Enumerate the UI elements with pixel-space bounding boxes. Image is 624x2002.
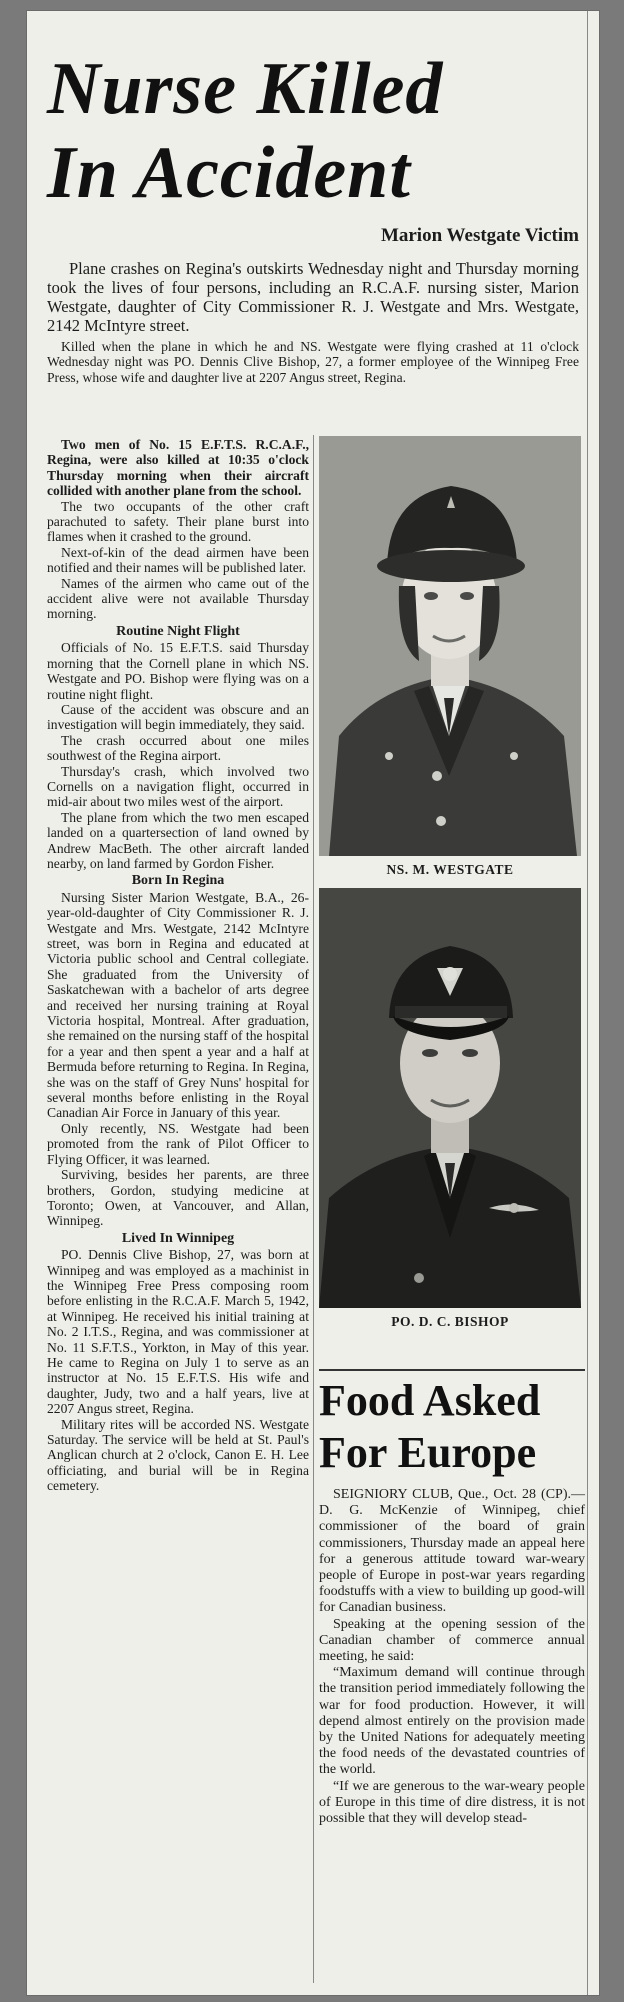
clipped-adjacent-column <box>587 11 600 1995</box>
deck-head: Marion Westgate Victim <box>380 225 579 246</box>
photo-column <box>319 436 581 1340</box>
headline-line-2: In Accident <box>47 132 411 214</box>
lede-paragraph: Plane crashes on Regina's outskirts Wednesday night and Thursday morning took the lives of four persons, including an R.C.A.F. nursing sister, Marion Westgate, daughter of City Commissioner R. J. Westgate and Mrs. Westgate, 2142 McIntyre street. <box>47 259 579 335</box>
caption-westgate: NS. M. WESTGATE <box>386 862 514 877</box>
paragraph-10: Thursday's crash, which involved two Cornells on a navigation flight, occurred in mid-air about two miles west of the airport. <box>47 763 309 810</box>
food-headline <box>319 1375 585 1479</box>
paragraph-9: The crash occurred about one miles southwest of the Regina airport. <box>47 732 309 764</box>
story-body-column <box>47 437 309 1494</box>
portrait-woman-image <box>319 436 581 856</box>
food-paragraph-3: “Maximum demand will continue through the transition period immediately following the war for food production. However, it will depend almost entirely on the provision made by the United Nations for adequately meeting the food needs of the devastated countries of the world. <box>319 1665 585 1778</box>
paragraph-5: Next-of-kin of the dead airmen have been notified and their names will be published later. <box>47 544 309 576</box>
main-story-header <box>47 47 579 385</box>
food-paragraph-4: “If we are generous to the war-weary people of Europe in this time of dire distress, it is not possible that they will develop stead- <box>319 1778 585 1827</box>
food-headline-line-1: Food Asked <box>319 1376 541 1425</box>
food-paragraph-2: Speaking at the opening session of the Canadian chamber of commerce annual meeting, he said: <box>319 1616 585 1665</box>
paragraph-12: Nursing Sister Marion Westgate, B.A., 26-year-old-daughter of City Commissioner R. J. Westgate and Mrs. Westgate, 2142 McIntyre street, was born in Regina and educated at Victoria public school and Central collegiate. She graduated from the University of Saskatchewan with a bachelor of arts degree and received her nursing training at Royal Victoria hospital, Montreal. After graduation, she remained on the nursing staff of the hospital for a year and then spent a year and a half at Bermuda before returning to Regina. In Regina, she was on the staff of Grey Nuns' hospital for several months before enlisting in the Royal Canadian Air Force in January of this year. <box>47 889 309 1121</box>
portrait-man-image <box>319 888 581 1308</box>
paragraph-3: Two men of No. 15 E.F.T.S. R.C.A.F., Regina, were also killed at 10:35 o'clock Thursday morning when their aircraft collided with another plane from the school. <box>47 437 309 499</box>
paragraph-8: Cause of the accident was obscure and an investigation will begin immediately, they said. <box>47 701 309 733</box>
wide-paragraph <box>47 339 579 385</box>
headline-line-1: Nurse Killed <box>47 48 444 130</box>
paragraph-11: The plane from which the two men escaped landed on a quartersection of land owned by Andrew MacBeth. The other aircraft landed nearby, on land farmed by Gordon Fisher. <box>47 809 309 871</box>
newspaper-page <box>26 10 600 1996</box>
food-story <box>319 1369 585 1827</box>
paragraph-6: Names of the airmen who came out of the accident alive were not available Thursday morning. <box>47 575 309 622</box>
column-rule <box>313 435 314 1983</box>
food-story-rule <box>319 1369 585 1371</box>
photo-westgate <box>319 436 581 856</box>
paragraph-16: Military rites will be accorded NS. Westgate Saturday. The service will be held at St. Paul's Anglican church at 2 o'clock, Canon E. H. Lee officiating, and burial will be in Regina cemetery. <box>47 1416 309 1494</box>
subhead-lived-in-winnipeg: Lived In Winnipeg <box>121 1230 235 1246</box>
food-headline-line-2: For Europe <box>319 1428 537 1477</box>
caption-bishop: PO. D. C. BISHOP <box>391 1314 509 1329</box>
food-story-body <box>319 1487 585 1827</box>
paragraph-7: Officials of No. 15 E.F.T.S. said Thursday morning that the Cornell plane in which NS. Westgate and PO. Bishop were flying was on a routine night flight. <box>47 640 309 702</box>
subhead-routine-night-flight: Routine Night Flight <box>116 623 240 639</box>
paragraph-4: The two occupants of the other craft parachuted to safety. Their plane burst into flames when it crashed to the ground. <box>47 498 309 545</box>
paragraph-2: Killed when the plane in which he and NS. Westgate were flying crashed at 11 o'clock Wednesday night was PO. Dennis Clive Bishop, 27, a former employee of the Winnipeg Free Press, whose wife and daughter live at 2207 Angus street, Regina. <box>47 339 579 385</box>
paragraph-15: PO. Dennis Clive Bishop, 27, was born at Winnipeg and was employed as a machinist in the Winnipeg Free Press composing room before enlisting in the R.C.A.F. March 5, 1942, at Winnipeg. He received his initial training at No. 2 I.T.S., Regina, and was commissioner at No. 11 S.F.T.S., Yorkton, in May of this year. He came to Regina on July 1 to serve as an instructor at No. 15 E.F.T.S. His wife and daughter, Judy, two and a half years, live at 2207 Angus street, Regina. <box>47 1247 309 1417</box>
food-paragraph-1: SEIGNIORY CLUB, Que., Oct. 28 (CP).—D. G. McKenzie of Winnipeg, chief commissioner of the board of grain commissioners, Thursday made an appeal here for a generous attitude toward war-weary people of Europe in post-war years regarding foodstuffs with a view to building up good-will for Canadian business. <box>319 1487 585 1616</box>
paragraph-13: Only recently, NS. Westgate had been promoted from the rank of Pilot Officer to Flying Officer, it was learned. <box>47 1120 309 1167</box>
paragraph-14: Surviving, besides her parents, are three brothers, Gordon, studying medicine at Toronto; Owen, at Vancouver, and Allan, Winnipeg. <box>47 1167 309 1229</box>
subhead-born-in-regina: Born In Regina <box>131 873 225 889</box>
photo-bishop <box>319 888 581 1308</box>
